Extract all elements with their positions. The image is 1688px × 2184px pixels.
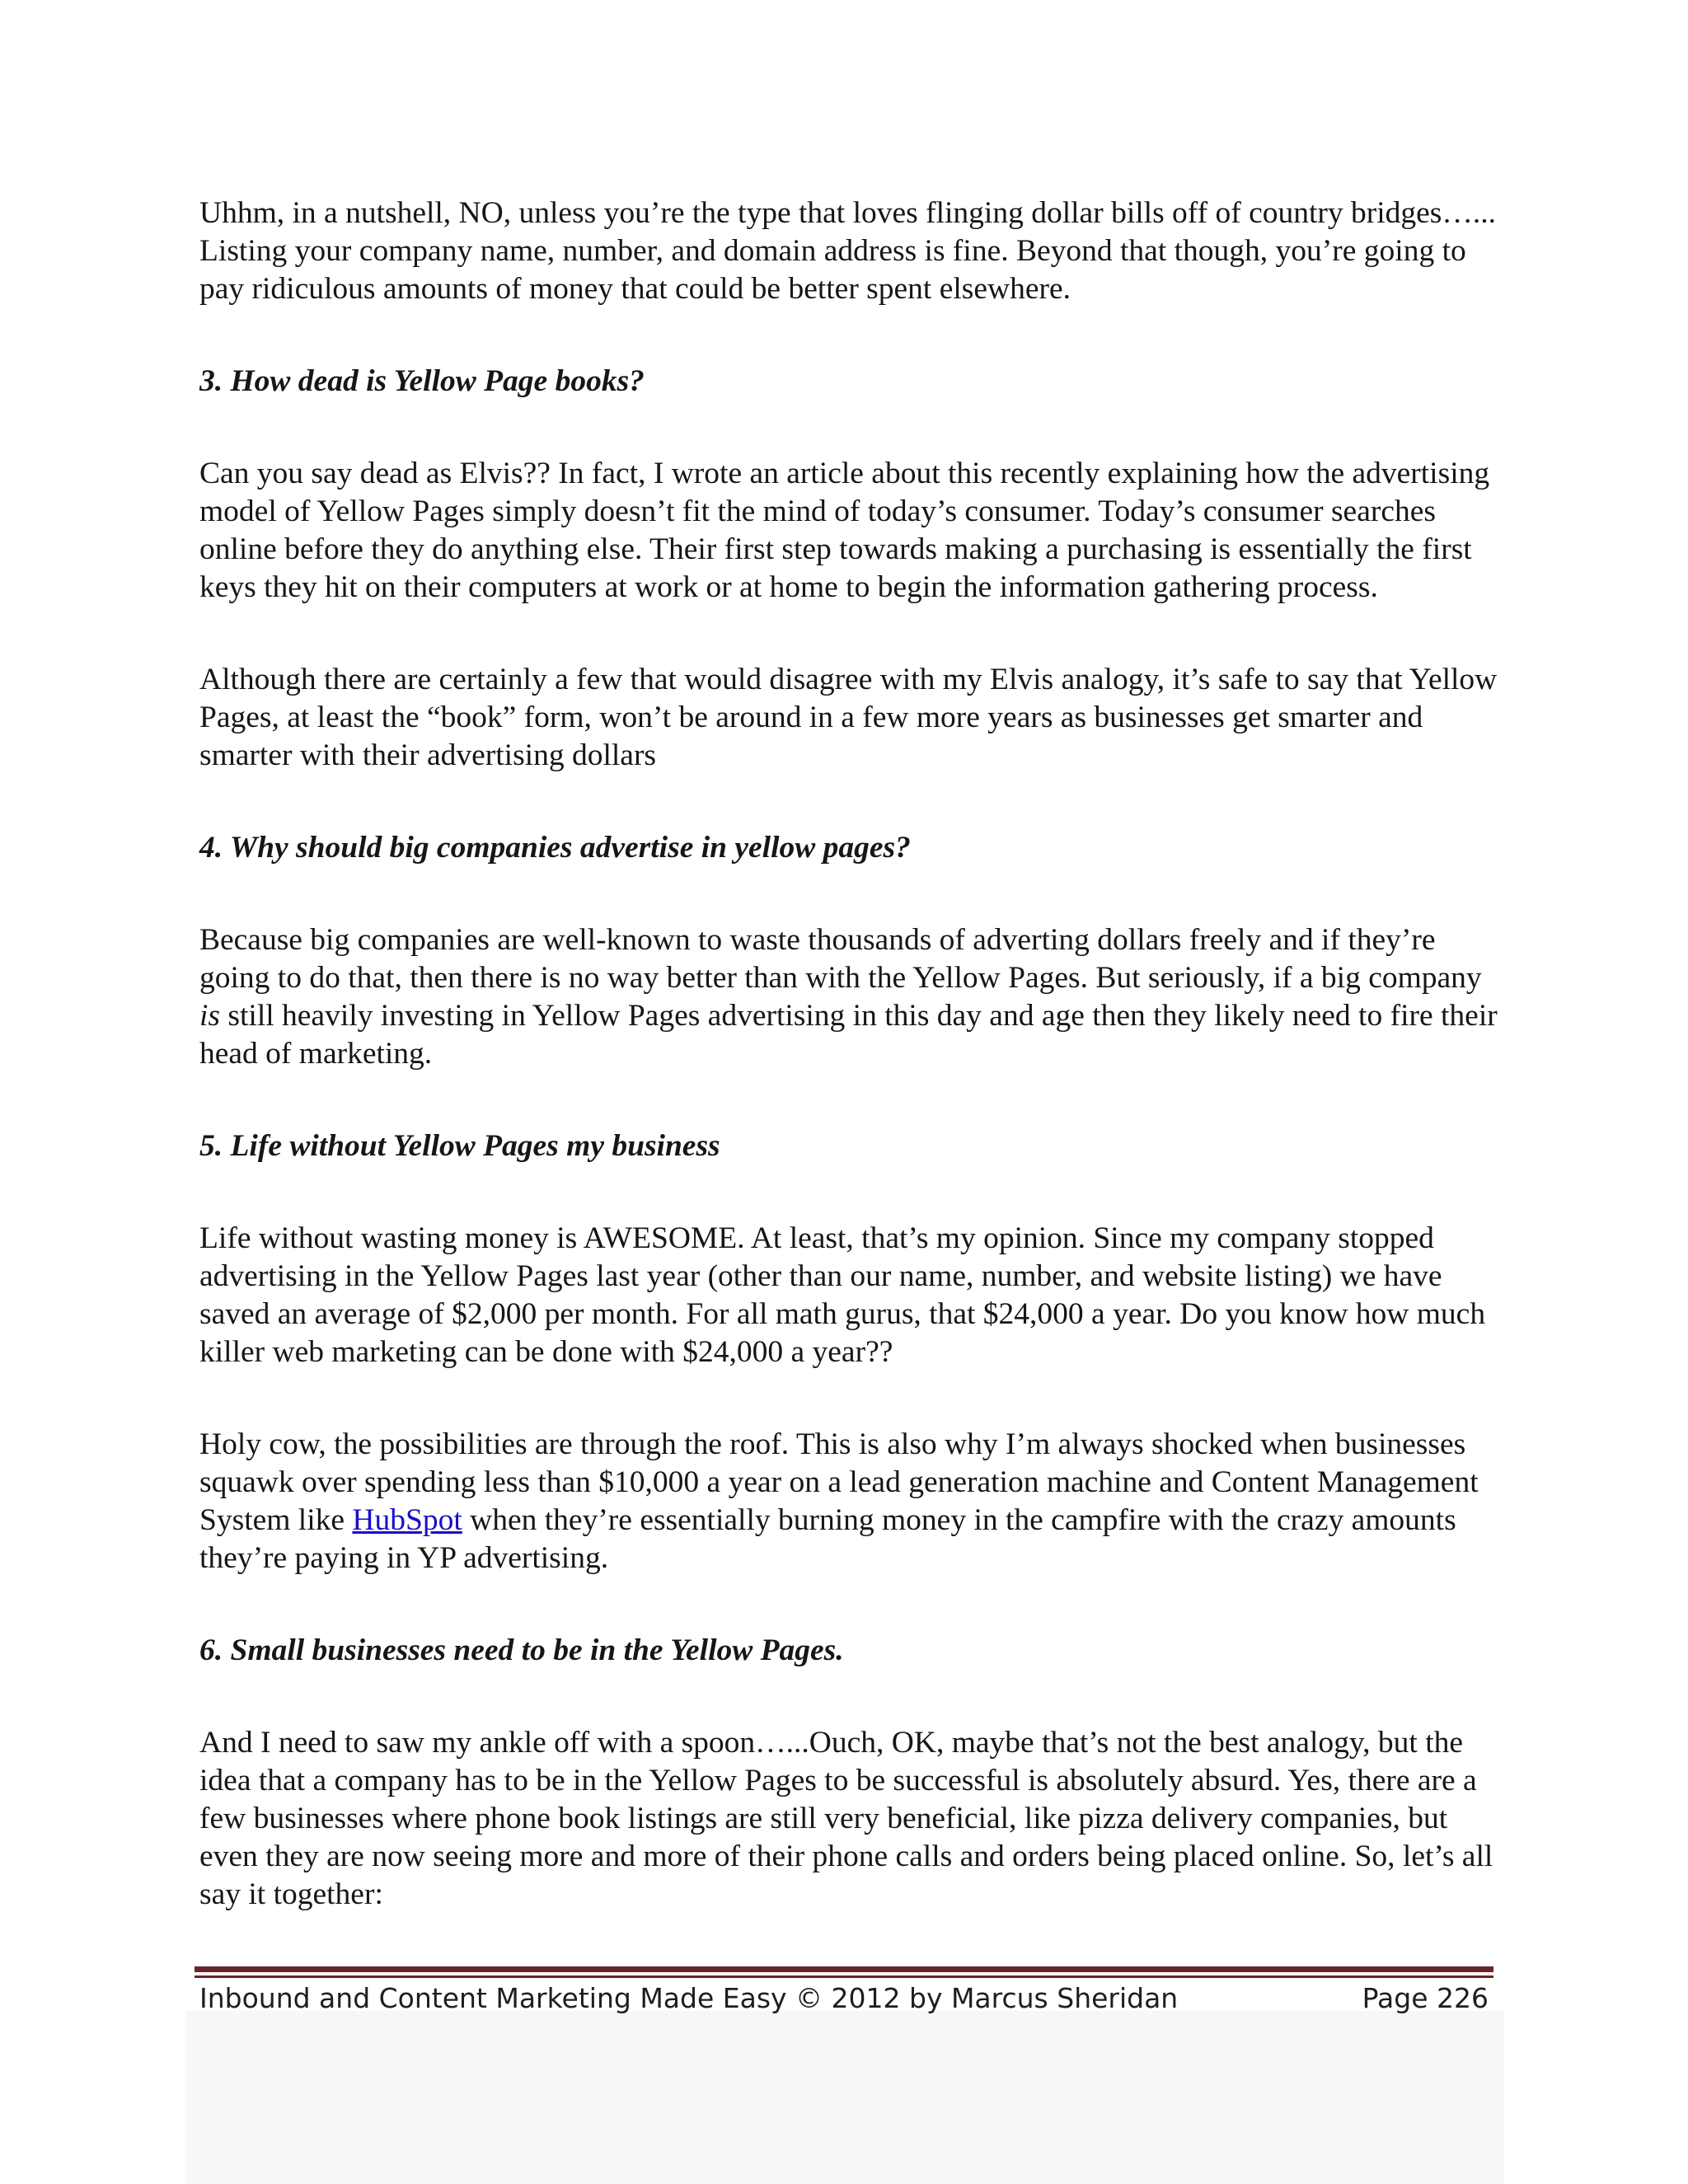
paragraph-holy-cow — [199, 1426, 1498, 1577]
footer-rule-thick — [195, 1966, 1493, 1972]
paragraph-big-companies-start: Because big companies are well-known to waste thousands of adverting dollars freely and if they’re going to do that, then there is no way better than with the Yellow Pages. But seriously, if a big company — [199, 923, 1482, 995]
hubspot-link[interactable]: HubSpot — [352, 1503, 462, 1537]
paragraph-holy-cow-start: Holy cow, the possibilities are through the roof. This is also why I’m always shocked when businesses squawk over spending less than $10,000 a year on a lead generation machine and Content Management System like — [199, 1427, 1479, 1537]
page-bottom-shade — [185, 2011, 1504, 2184]
paragraph-dead-as-elvis: Can you say dead as Elvis?? In fact, I wrote an article about this recently explaining how the advertising model of Yellow Pages simply doesn’t fit the mind of today’s consumer. Today’s consumer searches online before they do anything else. Their first step towards making a purchasing is essentially the first keys they hit on their computers at work or at home to begin the information gathering process. — [199, 457, 1490, 604]
heading-big-companies: 4. Why should big companies advertise in yellow pages? — [199, 831, 911, 865]
heading-yellow-page-dead: 3. How dead is Yellow Page books? — [199, 364, 645, 398]
heading-life-without-yp: 5. Life without Yellow Pages my business — [199, 1129, 720, 1163]
paragraph-elvis-analogy: Although there are certainly a few that would disagree with my Elvis analogy, it’s safe to say that Yellow Pages, at least the “book” form, won’t be around in a few more years as businesses get smarter and smarter with their advertising dollars — [199, 663, 1498, 772]
paragraph-big-companies — [199, 921, 1498, 1073]
page-footer — [199, 1978, 1489, 2019]
footer-page-number: Page 226 — [1362, 1982, 1489, 2014]
paragraph-saw-ankle: And I need to saw my ankle off with a spoon…...Ouch, OK, maybe that’s not the best analogy, but the idea that a company has to be in the Yellow Pages to be successful is absolutely absurd. Yes, there are a few businesses where phone book listings are still very beneficial, like pizza delivery companies, but even they are now seeing more and more of their phone calls and orders being placed online. So, let’s all say it together: — [199, 1726, 1493, 1911]
footer-book-title: Inbound and Content Marketing Made Easy © 2012 by Marcus Sheridan — [199, 1982, 1179, 2014]
paragraph-holy-cow-end: when they’re essentially burning money in the campfire with the crazy amounts they’re paying in YP advertising. — [199, 1503, 1456, 1575]
paragraph-awesome: Life without wasting money is AWESOME. At least, that’s my opinion. Since my company stopped advertising in the Yellow Pages last year (other than our name, number, and website listing) we have saved an average of $2,000 per month. For all math gurus, that $24,000 a year. Do you know how much killer web marketing can be done with $24,000 a year?? — [199, 1221, 1486, 1369]
heading-small-businesses: 6. Small businesses need to be in the Yellow Pages. — [199, 1633, 844, 1667]
emphasis-is: is — [199, 999, 221, 1033]
paragraph-big-companies-end: still heavily investing in Yellow Pages advertising in this day and age then they likely need to fire their head of marketing. — [199, 999, 1498, 1071]
document-body — [199, 194, 1498, 1914]
paragraph-nutshell: Uhhm, in a nutshell, NO, unless you’re the type that loves flinging dollar bills off of country bridges…... Listing your company name, number, and domain address is fine. Beyond that though, you’re going to pay ridiculous amounts of money that could be better spent elsewhere. — [199, 196, 1497, 306]
